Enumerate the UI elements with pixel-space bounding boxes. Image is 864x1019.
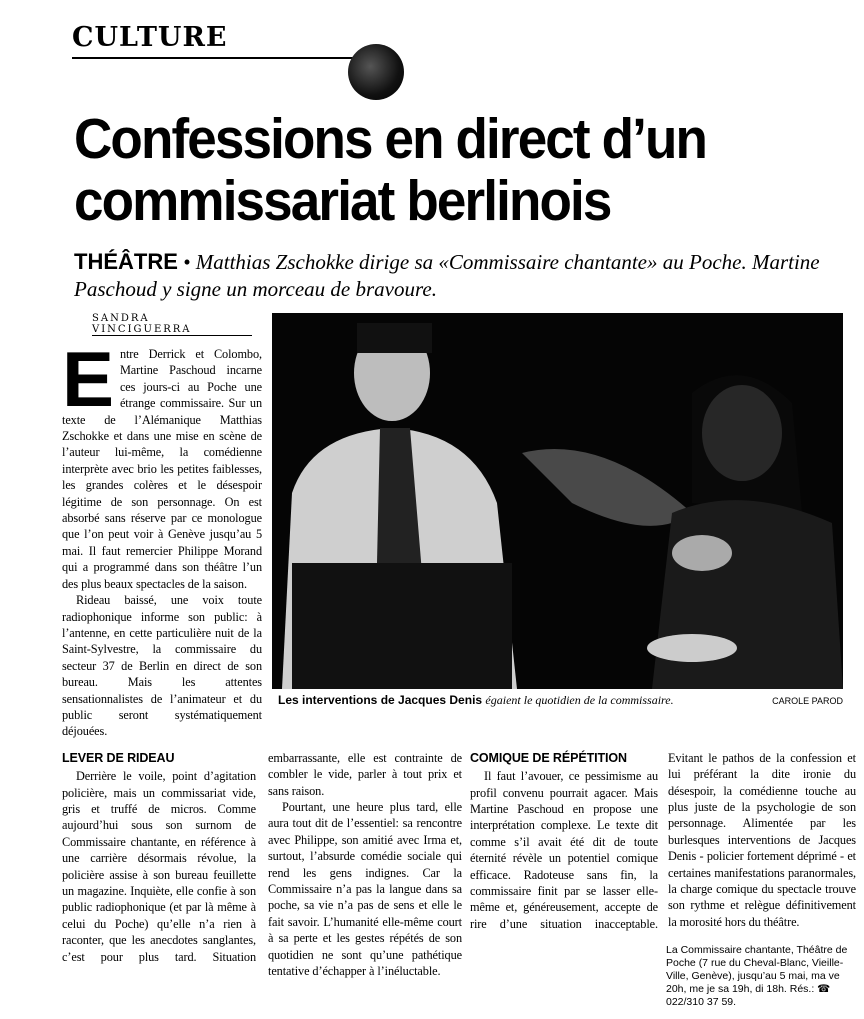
caption-row [272, 693, 843, 708]
paragraph: Derrière le voile, point d’agitation policière, mais un commissariat vide, gris et truffé de micros. Comme aujourd’hui sous son surnom de Commissaire chantante, en référence à une carrière désormais révolue, la policière assise à son bureau feuillette un magazine. Inquiète, elle confie à son public radiophonique (et par là même à celui du Poche) qu’elle n’a rien à raconter, que les anecdotes sanglantes, c’est pour plus tard. Situation embarrassante, elle est contrainte de combler le vide, parler à tout prix et sans raison. [62, 750, 462, 964]
show-info: La Commissaire chantante, Théâtre de Poche (7 rue du Cheval-Blanc, Vieille-Ville, Genève), jusqu’au 5 mai, ma ve 20h, me je sa 19h, di 18h. Rés.: ☎ 022/310 37 59. [666, 944, 848, 1009]
headline: Confessions en direct d’un commissariat berlinois [74, 107, 707, 233]
caption-bold: Les interventions de Jacques Denis [278, 693, 483, 707]
paragraph: Pourtant, une heure plus tard, elle aura tout dit de l’essentiel: sa rencontre avec Philippe, son amitié avec Irma et, surtout, l’absurde comédie sociale qui rend les gens indignes. Car la Commissaire n’a pas la langue dans sa poche, sa vie n’a pas de sens et elle le fait savoir. L’humanité elle-même court à sa perte et les gestes répétés de son quotidien ne sont qu’une pathétique tentative d’échapper à l’inéluctable. [268, 799, 462, 979]
caption-italic: égaient le quotidien de la commissaire. [485, 693, 674, 707]
bottom-row [62, 750, 856, 1009]
section-comique-wrap [470, 750, 856, 1009]
section-heading: COMIQUE DE RÉPÉTITION [470, 750, 627, 765]
intro-column-wrap [62, 313, 262, 740]
intro-column [62, 335, 262, 740]
intro-paragraph-1: ntre Derrick et Colombo, Martine Paschoud incarne ces jours-ci au Poche une étrange commissaire. Sur un texte de l’Alémanique Matthias Zschokke et dans une mise en scène de l’auteur lui-même, la comédienne interprète avec brio les petites faiblesses, les grandes colères et le désespoir légitime de son personnage. On est absorbé sans réserve par ce monologue que l’on peut voir à Genève jusqu’au 5 mai. Il faut remercier Philippe Morand qui a programmé dans son théâtre l’un des plus beaux spectacles de la saison. [62, 347, 262, 591]
section-lever-de-rideau [62, 750, 462, 980]
photo-credit: CAROLE PAROD [772, 696, 843, 706]
subtitle-text: • Matthias Zschokke dirige sa «Commissaire chantante» au Poche. Martine Paschoud y signe un morceau de bravoure. [74, 250, 820, 301]
section-heading: LEVER DE RIDEAU [62, 750, 175, 765]
subtitle-label: THÉÂTRE [74, 249, 178, 274]
intro-paragraph-2: Rideau baissé, une voix toute radiophonique informe son public: à l’antenne, en cette particulière nuit de la Saint-Sylvestre, la commissaire du secteur 37 de Berlin en direct de son bureau. Mais les attentes sensationnalistes de l’animateur et du public seront systématiquement déjouées. [62, 593, 262, 739]
photo-column [272, 313, 843, 708]
paragraph: Il faut l’avouer, ce pessimisme au profil convenu pourrait agacer. Mais Martine Paschoud en propose une interprétation complexe. Le texte dit comme s’il avait été dit de toute éternité révèle un potentiel comique efficace. Radoteuse sans fin, la commissaire finit par se lasser elle-même et, généreusement, accepte de rire d’une situation inacceptable. Evitant le pathos de la confession et lui préférant la dite ironie du désespoir, la comédienne touche au plus juste de la psychologie de son personnage. Alimentée par les burlesques interventions de Jacques Denis - policier fortement déprimé - et certaines manifestations paranormales, la charge comique du spectacle trouve son rythme et relègue définitivement la morosité hors du théâtre. [470, 750, 856, 931]
photo-caption [278, 693, 674, 708]
section-comique-de-repetition [470, 750, 856, 932]
section-label: CULTURE [72, 22, 228, 53]
top-row [62, 313, 856, 740]
stage-photo-illustration [272, 313, 843, 689]
byline: SANDRA VINCIGUERRA [92, 313, 252, 336]
article-photo [272, 313, 843, 689]
drop-cap: E [62, 335, 114, 423]
